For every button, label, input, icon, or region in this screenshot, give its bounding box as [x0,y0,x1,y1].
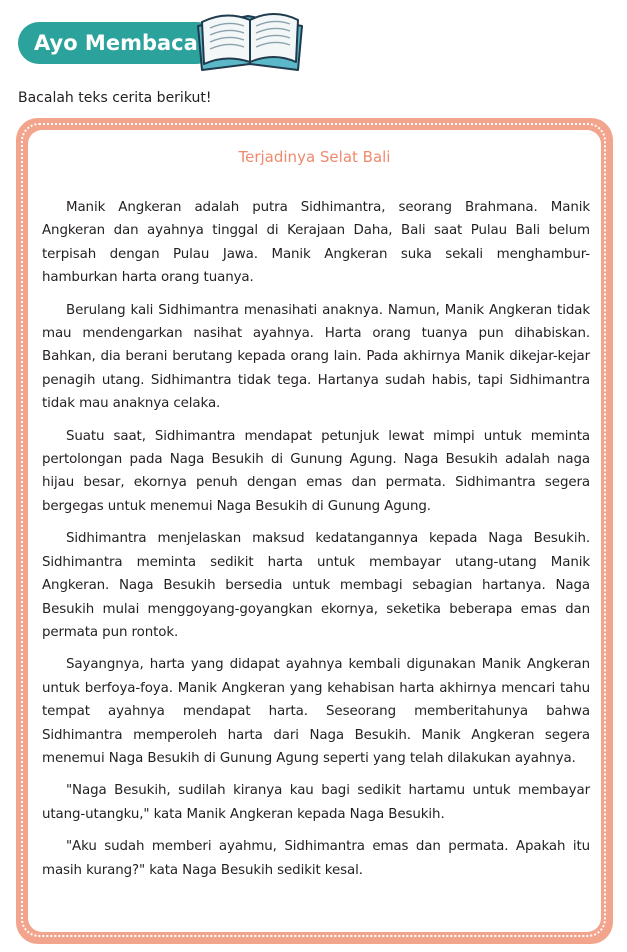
story-body [42,196,590,891]
story-paragraph: "Aku sudah memberi ayahmu, Sidhimantra emas dan permata. Apakah itu masih kurang?" kata Naga Besukih sedikit kesal. [42,839,590,878]
story-paragraph: Sayangnya, harta yang didapat ayahnya kembali digunakan Manik Angkeran untuk berfoya-foya. Manik Angkeran yang kehabisan harta akhirnya mencari tahu tempat ayahnya mendapat harta. Seseorang memberitahunya bahwa Sidhimantra memperoleh harta dari Naga Besukih. Manik Angkeran segera menemui Naga Besukih di Gunung Agung seperti yang telah dilakukan ayahnya. [42,657,590,766]
story-paragraph: "Naga Besukih, sudilah kiranya kau bagi sedikit hartamu untuk membayar utang-utangku," kata Manik Angkeran kepada Naga Besukih. [42,783,590,822]
open-book-icon [190,4,310,76]
section-title: Ayo Membaca [34,31,198,55]
story-paragraph: Suatu saat, Sidhimantra mendapat petunjuk lewat mimpi untuk meminta pertolongan pada Naga Besukih di Gunung Agung. Naga Besukih adalah naga hijau besar, ekornya penuh dengan emas dan permata. Sidhimantra segera bergegas untuk menemui Naga Besukih di Gunung Agung. [42,428,590,514]
story-paragraph: Berulang kali Sidhimantra menasihati anaknya. Namun, Manik Angkeran tidak mau mendengarkan nasihat ayahnya. Harta orang tuanya pun dihabiskan. Bahkan, dia berani berutang kepada orang lain. Pada akhirnya Manik dikejar-kejar penagih utang. Sidhimantra tidak tega. Hartanya sudah habis, tapi Sidhimantra tidak mau anaknya celaka. [42,302,590,412]
story-paragraph: Sidhimantra menjelaskan maksud kedatangannya kepada Naga Besukih. Sidhimantra meminta sedikit harta untuk membayar utang-utang Manik Angkeran. Naga Besukih bersedia untuk membagi sebagian hartanya. Naga Besukih mulai menggoyang-goyangkan ekornya, seketika beberapa emas dan permata pun rontok. [42,531,590,640]
instruction-text: Bacalah teks cerita berikut! [18,90,212,106]
story-paragraph: Manik Angkeran adalah putra Sidhimantra, seorang Brahmana. Manik Angkeran dan ayahnya tinggal di Kerajaan Daha, Bali saat Pulau Bali belum terpisah dengan Pulau Jawa. Manik Angkeran suka sekali menghambur-hamburkan harta orang tuanya. [42,200,590,286]
story-title: Terjadinya Selat Bali [238,148,391,166]
